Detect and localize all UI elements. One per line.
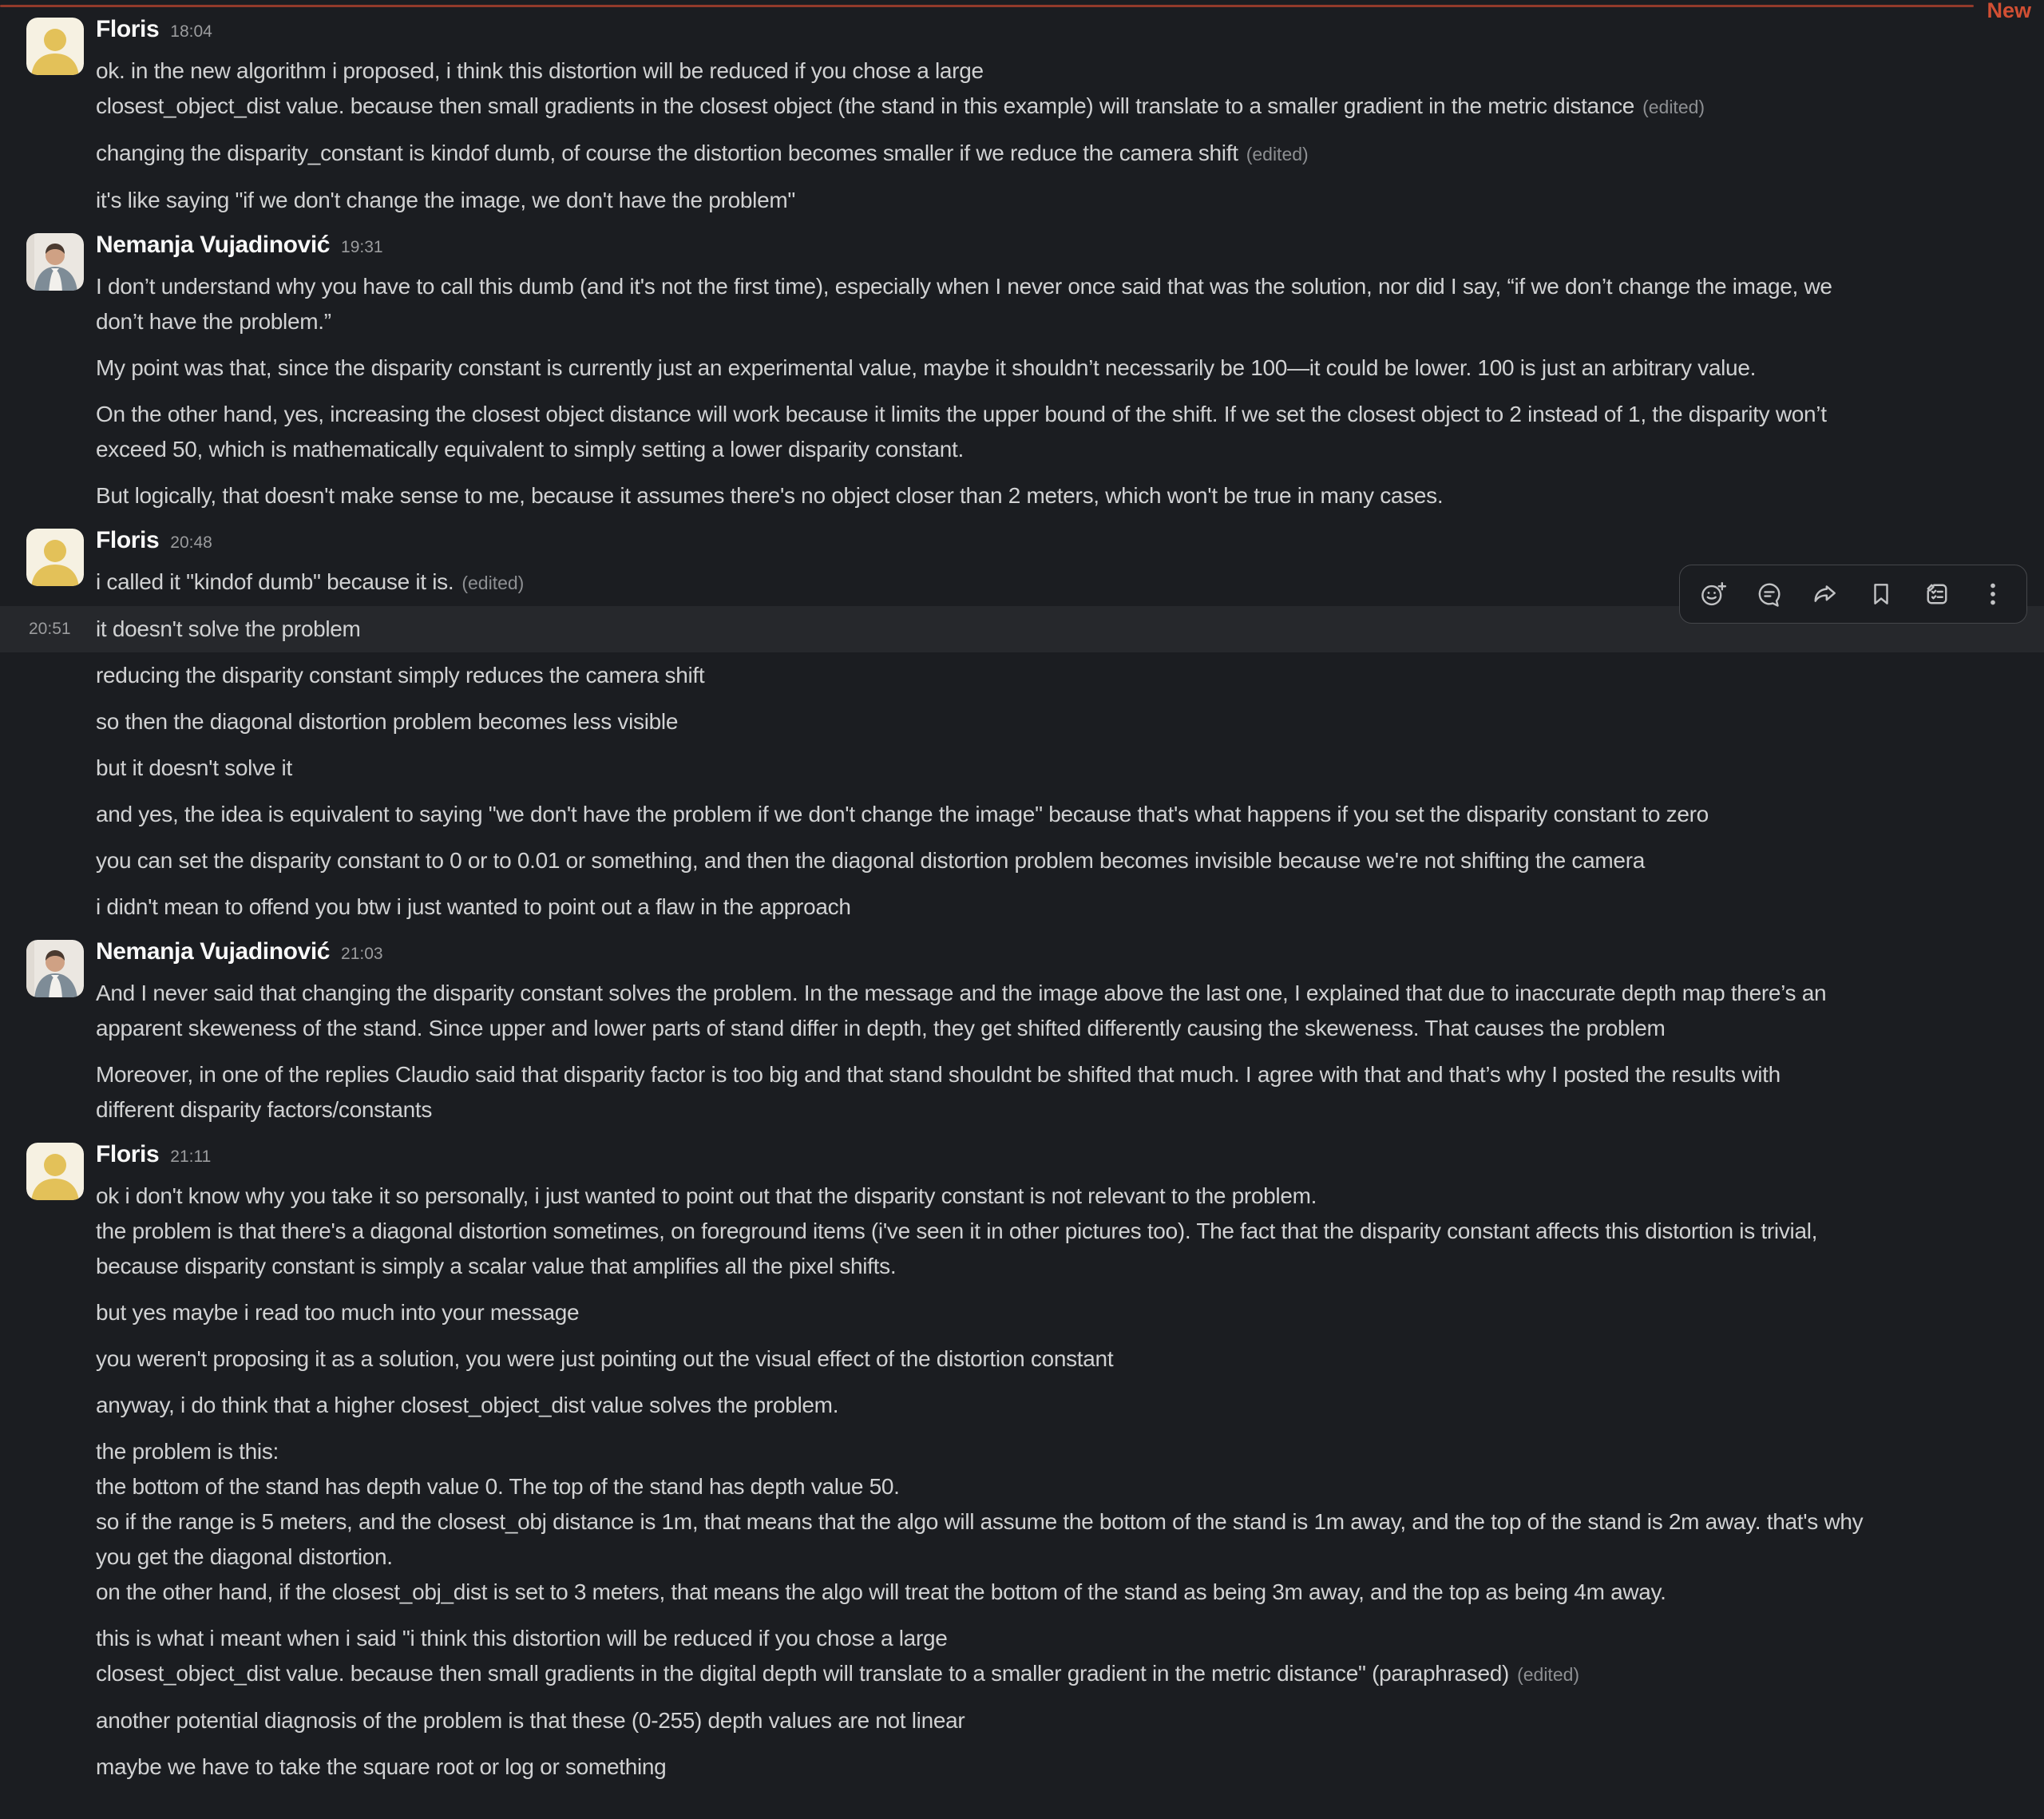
edited-label: (edited)	[461, 573, 525, 593]
message-row	[0, 1052, 2044, 1133]
message-group	[0, 8, 2044, 224]
message-line: you weren't proposing it as a solution, you were just pointing out the visual effect of the distortion constant	[96, 1346, 1114, 1371]
message-header	[0, 16, 2044, 48]
message-row	[0, 48, 2044, 130]
message-line: so then the diagonal distortion problem becomes less visible	[96, 709, 679, 734]
message-text	[96, 843, 2044, 878]
message-line: closest_object_dist value. because then small gradients in the digital depth will translate to a smaller gradient in the metric distance" (paraphrased) (edited)	[96, 1661, 1580, 1686]
message-row	[0, 699, 2044, 745]
unread-divider-line	[0, 5, 1974, 7]
unread-divider-label: New	[1987, 0, 2031, 22]
gutter-timestamp[interactable]: 20:51	[29, 620, 71, 638]
message-line: it doesn't solve the problem	[96, 616, 361, 641]
author-name[interactable]: Nemanja Vujadinović	[96, 232, 331, 258]
edited-label: (edited)	[1517, 1664, 1580, 1685]
message-timestamp[interactable]: 20:48	[170, 533, 212, 552]
message-text	[96, 54, 2044, 125]
message-row	[0, 1290, 2044, 1336]
message-line: i called it "kindof dumb" because it is. (edited)	[96, 569, 525, 594]
message-row	[0, 1744, 2044, 1790]
message-group	[0, 519, 2044, 930]
message-line: different disparity factors/constants	[96, 1097, 433, 1122]
message-line: because disparity constant is simply a scalar value that amplifies all the pixel shifts.	[96, 1254, 897, 1278]
reply-thread-icon	[1755, 580, 1784, 608]
message-row	[0, 130, 2044, 177]
message-line: but yes maybe i read too much into your message	[96, 1300, 580, 1325]
message-row	[0, 1698, 2044, 1744]
message-line: reducing the disparity constant simply reduces the camera shift	[96, 663, 705, 688]
message-line: But logically, that doesn't make sense to me, because it assumes there's no object closer than 2 meters, which won't be true in many cases.	[96, 483, 1444, 508]
message-row	[0, 884, 2044, 930]
message-group	[0, 1133, 2044, 1790]
message-timestamp[interactable]: 18:04	[170, 22, 212, 41]
message-line: Moreover, in one of the replies Claudio said that disparity factor is too big and that stand shouldnt be shifted that much. I agree with that and that’s why I posted the results with	[96, 1062, 1781, 1087]
message-line: it's like saying "if we don't change the image, we don't have the problem"	[96, 188, 796, 212]
more-actions-button[interactable]	[1971, 574, 2015, 614]
message-text	[96, 351, 2044, 386]
message-row	[0, 473, 2044, 519]
more-actions-icon	[1979, 580, 2007, 608]
message-text	[96, 1295, 2044, 1330]
message-line: My point was that, since the disparity constant is currently just an experimental value, maybe it shouldn’t necessarily be 100—it could be lower. 100 is just an arbitrary value.	[96, 355, 1757, 380]
message-row	[0, 1615, 2044, 1698]
message-header	[0, 938, 2044, 970]
message-timestamp[interactable]: 21:03	[341, 945, 383, 963]
message-line: on the other hand, if the closest_obj_dist is set to 3 meters, that means the algo will treat the bottom of the stand as being 3m away, and the top as being 4m away.	[96, 1579, 1666, 1604]
message-text	[96, 1179, 2044, 1284]
message-row	[0, 652, 2044, 699]
message-line: ok. in the new algorithm i proposed, i think this distortion will be reduced if you chose a large	[96, 58, 984, 83]
message-line: don’t have the problem.”	[96, 309, 331, 334]
message-text	[96, 1434, 2044, 1610]
message-line: closest_object_dist value. because then small gradients in the closest object (the stand in this example) will translate to a smaller gradient in the metric distance (edited)	[96, 93, 1705, 118]
message-row	[0, 177, 2044, 224]
message-line: On the other hand, yes, increasing the closest object distance will work because it limits the upper bound of the shift. If we set the closest object to 2 instead of 1, the disparity won’t	[96, 402, 1827, 426]
message-row	[0, 838, 2044, 884]
bookmark-icon	[1867, 580, 1895, 608]
reply-thread-button[interactable]	[1747, 574, 1792, 614]
add-to-list-button[interactable]	[1915, 574, 1959, 614]
unread-divider	[0, 0, 2044, 22]
message-text	[96, 183, 2044, 218]
message-text	[96, 269, 2044, 339]
message-row	[0, 1382, 2044, 1429]
author-name[interactable]: Floris	[96, 1141, 160, 1167]
message-line: this is what i meant when i said "i think this distortion will be reduced if you chose a large	[96, 1626, 948, 1651]
add-reaction-button[interactable]	[1691, 574, 1736, 614]
message-text	[96, 976, 2044, 1046]
message-row	[0, 1429, 2044, 1615]
message-timestamp[interactable]: 21:11	[170, 1147, 212, 1166]
message-group	[0, 224, 2044, 519]
message-text	[96, 797, 2044, 832]
author-name[interactable]: Floris	[96, 527, 160, 553]
message-line: you get the diagonal distortion.	[96, 1544, 393, 1569]
message-line: And I never said that changing the disparity constant solves the problem. In the message and the image above the last one, I explained that due to inaccurate depth map there’s an	[96, 981, 1827, 1005]
message-row	[0, 391, 2044, 473]
message-line: maybe we have to take the square root or log or something	[96, 1754, 667, 1779]
message-text	[96, 478, 2044, 513]
message-line: and yes, the idea is equivalent to saying "we don't have the problem if we don't change the image" because that's what happens if you set the disparity constant to zero	[96, 802, 1709, 826]
message-text	[96, 658, 2044, 693]
group-rows	[0, 48, 2044, 224]
message-row	[0, 745, 2044, 791]
message-line: so if the range is 5 meters, and the closest_obj distance is 1m, that means that the algo will assume the bottom of the stand is 1m away, and the top of the stand is 2m away. that's why	[96, 1509, 1864, 1534]
group-rows	[0, 559, 2044, 930]
message-text	[96, 890, 2044, 925]
edited-label: (edited)	[1246, 144, 1309, 164]
message-header	[0, 527, 2044, 559]
group-rows	[0, 1173, 2044, 1790]
message-text	[96, 1750, 2044, 1785]
message-row	[0, 1336, 2044, 1382]
checklist-icon	[1923, 580, 1951, 608]
author-name[interactable]: Nemanja Vujadinović	[96, 938, 331, 965]
message-line: apparent skeweness of the stand. Since upper and lower parts of stand differ in depth, they get shifted differently causing the skeweness. That causes the problem	[96, 1016, 1666, 1040]
author-name[interactable]: Floris	[96, 16, 160, 42]
message-line: the problem is this:	[96, 1439, 279, 1464]
message-line: i didn't mean to offend you btw i just wanted to point out a flaw in the approach	[96, 894, 851, 919]
message-line: I don’t understand why you have to call this dumb (and it's not the first time), especially when I never once said that was the solution, nor did I say, “if we don’t change the image, we	[96, 274, 1832, 299]
message-timestamp[interactable]: 19:31	[341, 238, 383, 256]
message-line: exceed 50, which is mathematically equivalent to simply setting a lower disparity constant.	[96, 437, 965, 462]
message-row	[0, 1173, 2044, 1290]
message-text	[96, 1341, 2044, 1377]
message-text	[96, 136, 2044, 172]
message-line: changing the disparity_constant is kindof dumb, of course the distortion becomes smaller if we reduce the camera shift (edited)	[96, 141, 1309, 165]
message-text	[96, 1621, 2044, 1692]
message-line: ok i don't know why you take it so personally, i just wanted to point out that the disparity constant is not relevant to the problem.	[96, 1183, 1317, 1208]
message-row	[0, 970, 2044, 1052]
group-rows	[0, 264, 2044, 519]
message-header	[0, 1141, 2044, 1173]
forward-icon	[1811, 580, 1840, 608]
message-text	[96, 1703, 2044, 1738]
message-text	[96, 1388, 2044, 1423]
message-text	[96, 397, 2044, 467]
edited-label: (edited)	[1642, 97, 1705, 117]
message-line: the bottom of the stand has depth value 0. The top of the stand has depth value 50.	[96, 1474, 900, 1499]
message-text	[96, 704, 2044, 739]
message-line: you can set the disparity constant to 0 or to 0.01 or something, and then the diagonal distortion problem becomes invisible because we're not shifting the camera	[96, 848, 1645, 873]
group-rows	[0, 970, 2044, 1133]
message-feed	[0, 8, 2044, 1790]
forward-button[interactable]	[1803, 574, 1848, 614]
message-group	[0, 930, 2044, 1133]
message-row	[0, 791, 2044, 838]
message-row	[0, 264, 2044, 345]
message-text	[96, 1057, 2044, 1127]
message-line: another potential diagnosis of the problem is that these (0-255) depth values are not linear	[96, 1708, 965, 1733]
bookmark-button[interactable]	[1859, 574, 1903, 614]
message-text	[96, 751, 2044, 786]
message-row	[0, 345, 2044, 391]
message-line: anyway, i do think that a higher closest_object_dist value solves the problem.	[96, 1393, 839, 1417]
add-reaction-icon	[1699, 580, 1728, 608]
message-row	[0, 606, 2044, 652]
message-header	[0, 232, 2044, 264]
message-line: the problem is that there's a diagonal distortion sometimes, on foreground items (i've seen it in other pictures too). The fact that the disparity constant affects this distortion is trivial,	[96, 1219, 1818, 1243]
message-line: but it doesn't solve it	[96, 755, 292, 780]
message-actions-toolbar	[1679, 565, 2027, 624]
